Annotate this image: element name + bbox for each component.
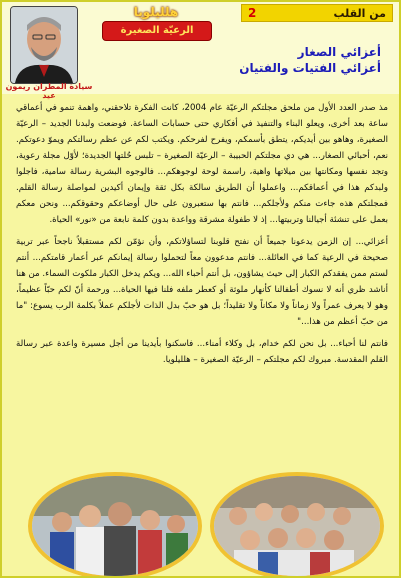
heading-line1: أعزائي الصغار <box>297 45 381 59</box>
section-label <box>241 4 393 22</box>
portrait-image <box>11 7 77 83</box>
author-portrait <box>10 6 78 84</box>
paragraph-2: أعزائي... إن الزمن يدعونا جميعاً أن نفتح قلوبنا لتساؤلاتكم، وأن نؤمّن لكم مستقبلاً ناجحاً عبر تربية صحيحة في الرعية كما في العائلة... فانتم مدعوون معاً لتحملوا رسالة إيمانكم عبر أعمار قامتكم... أنتم لستم ممن يفقدكم الكبار إلى حيث يشاؤون، بل أنتم أحباء الله... ويكم يدخل الكبار ملكوت السماء. من هنا أناشد ظري أنه لا نسوك أطفالنا كأنهار ملوثة أو كعطر ملفه فلنا فيها الحياة... ورحمة أنّ لكم حبّاً عظيماً، وهو لا يعرف عمراً ولا زماناً ولا مكاناً ولا تقليداً؛ بل هو حبّ بدل الذات لأجلكم عملاً بكلمة الرب يسوع: "ما من حبّ أعظم من هذا..." <box>16 237 388 327</box>
portrait-caption: سيادة المطران ريمون عيد <box>5 82 93 100</box>
paragraph-1: مذ صدر العدد الأول من ملحق مجلتكم الرعيّة عام 2004، كانت الفكرة تلاحقني، واهمة تنمو في أعماقي ساعة بعد أخرى، ويعلو البناء والتنفيذ في أفكاري حتى حسابات الساعة. فوضعت ولبدنا الجديد – الرعيّة الصغيرة، وهاهو بين أيديكم، يتطق بأسمكم، ويفرح لفرحكم. ويكتب لكم عن عظم رسالتكم ويموّ دعوتكم. نعم، أحبائي الصغار... هي دي مجلتكم الحبيبة – الرعيّة الصغيرة – تلبس حُلتها الجديدة؛ لأوّل مجلة رعوية، وتجد نفسها ومكانتها بين ميلاتها واهية، راسمة لوحة لوجوهكم... فالوجوه البشرية رسالة سامية، فاجلوا ولبدكم هذا في أعماقكم... واعملوا أن الطريق سالكة بكل ثقة وإيمان أكيدين لمواصلة رسالة القلم. فمجلتكم هذه جاءت منكم ولأجلكم... فانتم بها ستعبرون على حال أوضاعكم وحقوقكم... ونحن معكم بعمل على تنشئة أجيالنا وتربيتها... إذ لا طفولة مشرقة وواعدة بدون كلمة نابعة من «نور» الحياة. <box>16 103 388 225</box>
page-number: 2 <box>248 6 257 20</box>
heading-line2: أعزائي الفتيات والفتيان <box>239 61 381 75</box>
group-photo-image <box>32 476 198 576</box>
children-photo-left <box>28 472 202 578</box>
children-photo-right <box>210 472 384 578</box>
classroom-photo-image <box>214 476 380 576</box>
magazine-logo <box>102 5 210 41</box>
article-heading <box>231 44 381 76</box>
section-title: من القلب <box>333 6 386 20</box>
paragraph-3: فانتم لنا أحباء... بل نحن لكم خدام، بل وكلاء أمناء... فاسكنوا بأيدينا من أجل مسيرة واعدة عبر رسالة القلم المقدسة. مبروك لكم مجلتكم – الرعيّة الصغيرة – هلليلويا. <box>16 339 388 365</box>
article-body <box>16 100 388 460</box>
logo-line2: الرعيّة الصغيرة <box>102 21 212 41</box>
logo-line1: هلليلويا <box>133 5 179 19</box>
